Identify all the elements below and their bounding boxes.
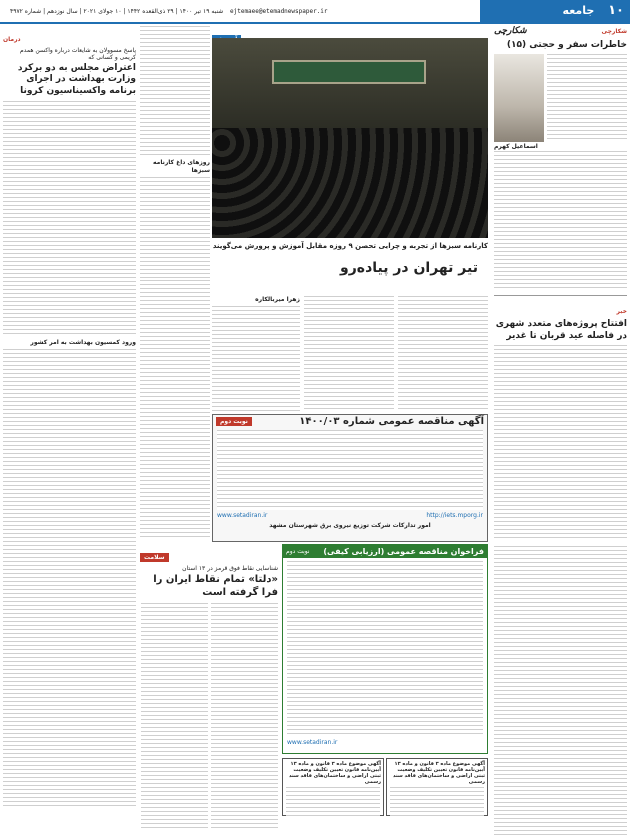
legal-notice-1 [282,758,384,816]
right-article-2-body [494,345,627,540]
right-rubric-2: خبر [616,308,627,316]
section-banner [480,0,630,22]
body-author: زهرا میربالکاره [255,296,300,303]
left-article-body [3,101,136,336]
right-article-3-body [494,546,627,836]
photo-story [212,26,488,294]
building-sign [272,60,426,84]
photo-caption-big: تیر تهران در پیاده‌رو [340,260,478,276]
notice-1-body [286,787,380,817]
right-article-title: خاطرات سفر و حجتی (۱۵) [506,40,627,50]
page-number: ۱۰ [608,3,624,18]
author-name: اسماعیل کهرم [494,143,538,151]
legal-notice-2 [386,758,488,816]
nature-title: «دلتا» تمام نقاط ایران را فرا گرفته است [153,574,278,598]
tender-ad-2 [282,544,488,754]
right-rubric: شکارچی [601,27,627,35]
left-kicker: پاسخ مسوولان به شایعات درباره واکسن همدم کریمی و کسانی که [20,47,136,61]
middle-left-body [140,280,210,540]
nature-body-2 [141,603,208,828]
nature-kicker: شناسایی نقاط فوق قرمز در ۱۳ استان [182,565,278,572]
middle-left-column [140,280,210,540]
right-column [494,26,627,816]
left-subhead: ورود کمسیون بهداشت به امر کشور [30,338,136,346]
header-email[interactable]: ejtemaee@etemadnewspaper.ir [230,8,328,15]
column-logo: شکارچی [494,26,527,36]
photo-story-intro [140,26,210,156]
tender-ad-1 [212,414,488,542]
right-article-intro [547,54,627,142]
nature-article [140,544,278,816]
left-article-title: اعتراض مجلس به دو برکرد وزارت بهداشت در اجرای برنامه واکسیناسیون کرونا [17,63,136,96]
ad2-title: فراخوان مناقصه عمومی (ارزیابی کیفی) [323,547,484,556]
section-title: جامعه [562,4,595,17]
page-header [0,0,630,24]
nature-body-1 [211,603,278,828]
photo-story-body [212,296,488,411]
right-article-2-title: افتتاح پروژه‌های متعدد شهری در فاصله عید قربان تا غدیر [495,319,627,341]
ad2-tag: نوبت دوم [286,548,310,555]
photo-story-subtitle: روزهای داغ کارنامه سبزها [152,159,210,174]
body-col-2 [304,296,394,411]
header-date: شنبه ۱۹ تیر ۱۴۰۰ | ۲۹ ذی‌القعده ۱۴۴۲ | ۱۰ جولای ۲۰۲۱ | سال نوزدهم | شماره ۴۹۷۲ [10,8,224,15]
protest-photo [212,38,488,238]
ad2-url[interactable]: www.setadiran.ir [287,739,338,746]
author-photo [494,54,544,142]
left-rubric: درمان [3,36,21,43]
ad2-text [287,561,483,736]
photo-story-sub-body [140,177,210,282]
ad1-text [217,430,483,510]
left-article-body-2 [3,349,136,809]
photo-story-sidebar [140,26,210,276]
ad1-url-2[interactable]: http://iets.mporg.ir [426,512,483,519]
notice-1-title: آگهی موضوع ماده ۳ قانون و ماده ۱۳ آیین‌نامه قانون تعیین تکلیف وضعیت ثبتی اراضی و ساختمان‌های فاقد سند رسمی [288,761,381,785]
left-column [3,26,136,816]
ad1-url-1[interactable]: www.setadiran.ir [217,512,268,519]
ad1-title: آگهی مناقصه عمومی شماره ۱۴۰۰/۰۳ [299,416,484,427]
notice-2-body [390,787,484,817]
body-col-3 [212,306,300,412]
photo-caption-small: کارنامه سبز‌ها از تجربه و چرایی تحصن ۹ روزه مقابل آموزش و پرورش می‌گویند [212,242,488,250]
health-section-tag: سلامت [140,553,169,562]
right-article-body [494,151,627,291]
ad1-tag: نوبت دوم [216,417,252,426]
body-col-1 [398,296,488,411]
notice-2-title: آگهی موضوع ماده ۳ قانون و ماده ۱۳ آیین‌نامه قانون تعیین تکلیف وضعیت ثبتی اراضی و ساختمان‌های فاقد سند رسمی [392,761,485,785]
ad1-footer: امور تدارکات شرکت توزیع نیروی برق شهرستان مشهد [269,522,431,529]
crowd [212,128,488,238]
